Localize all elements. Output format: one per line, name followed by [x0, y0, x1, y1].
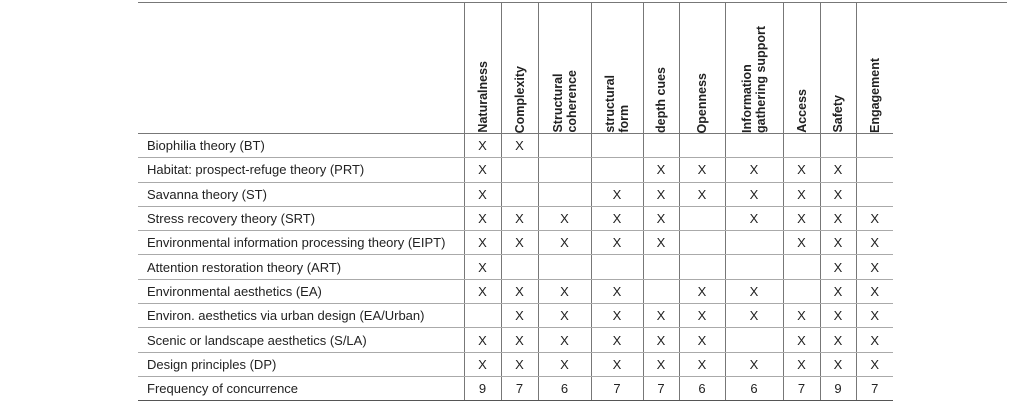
row-label: Environmental information processing theory (EIPT) [138, 231, 464, 255]
table-cell [725, 328, 783, 352]
table-cell: X [856, 304, 893, 328]
header-corner [138, 2, 464, 134]
column-header [725, 2, 783, 134]
table-cell [464, 304, 501, 328]
column-header-label: Naturalness [475, 61, 490, 133]
table-cell: X [820, 352, 856, 376]
table-cell: 9 [820, 376, 856, 400]
row-label: Stress recovery theory (SRT) [138, 206, 464, 230]
table-cell: X [856, 352, 893, 376]
table-row [138, 352, 893, 376]
table-cell: 7 [501, 376, 538, 400]
table-cell: 7 [856, 376, 893, 400]
table-cell: X [643, 328, 679, 352]
theory-attribute-table [138, 2, 893, 401]
table-cell: X [591, 279, 643, 303]
column-header [679, 2, 725, 134]
table-cell: 9 [464, 376, 501, 400]
table-cell: X [591, 304, 643, 328]
table-cell: X [501, 231, 538, 255]
table-cell: X [679, 304, 725, 328]
table-cell [501, 158, 538, 182]
table-cell: X [820, 304, 856, 328]
table-cell: X [725, 279, 783, 303]
column-header-label: depth cues [654, 67, 668, 133]
table-cell: X [501, 304, 538, 328]
column-header-label: structural form [603, 75, 631, 133]
table-cell: X [783, 328, 820, 352]
table-cell: X [820, 158, 856, 182]
column-header-label: Information gathering support [740, 26, 768, 133]
table-cell: X [820, 279, 856, 303]
column-header-label: Access [794, 89, 809, 133]
table-cell: X [464, 158, 501, 182]
table-cell [643, 255, 679, 279]
table-cell: X [501, 279, 538, 303]
table-cell [725, 134, 783, 158]
table-cell [725, 231, 783, 255]
table-cell: X [679, 328, 725, 352]
table-cell: 6 [538, 376, 591, 400]
table-row [138, 376, 893, 400]
table-cell: X [591, 206, 643, 230]
table-cell: X [856, 279, 893, 303]
table-cell: X [464, 352, 501, 376]
column-header [501, 2, 538, 134]
table-cell [856, 182, 893, 206]
table-row [138, 255, 893, 279]
table-cell: X [643, 158, 679, 182]
table-cell: X [538, 231, 591, 255]
table-cell [538, 134, 591, 158]
table-cell: X [679, 352, 725, 376]
table-cell [591, 158, 643, 182]
table-cell [679, 206, 725, 230]
column-header [783, 2, 820, 134]
table-cell: X [464, 328, 501, 352]
table-cell: X [591, 182, 643, 206]
table-cell: X [679, 279, 725, 303]
table-cell: X [501, 352, 538, 376]
table-cell: X [643, 304, 679, 328]
table-cell: X [464, 134, 501, 158]
table-cell [856, 134, 893, 158]
table-cell [783, 279, 820, 303]
table-body [138, 134, 893, 401]
column-header-label: Safety [831, 95, 845, 133]
table-cell: X [591, 352, 643, 376]
table-row [138, 182, 893, 206]
table-cell: X [643, 206, 679, 230]
table-cell: 6 [725, 376, 783, 400]
column-header-label: Structural coherence [550, 70, 579, 133]
table-cell: X [464, 255, 501, 279]
table-cell: X [538, 304, 591, 328]
table-cell: X [856, 255, 893, 279]
column-header [591, 2, 643, 134]
table-cell [679, 231, 725, 255]
table-row [138, 328, 893, 352]
row-label: Environ. aesthetics via urban design (EA/Urban) [138, 304, 464, 328]
table-cell: X [464, 182, 501, 206]
table-cell: X [783, 352, 820, 376]
table-cell: X [725, 182, 783, 206]
table-cell: X [464, 279, 501, 303]
table-cell: X [783, 182, 820, 206]
table-cell: X [679, 182, 725, 206]
table-cell: X [501, 206, 538, 230]
table-cell: X [501, 328, 538, 352]
table-cell: X [538, 352, 591, 376]
table-cell [679, 255, 725, 279]
table-cell: X [783, 231, 820, 255]
table-row [138, 158, 893, 182]
table-cell [856, 158, 893, 182]
table-cell [725, 255, 783, 279]
table-cell: 6 [679, 376, 725, 400]
column-header [856, 2, 893, 134]
table-cell: X [501, 134, 538, 158]
table-cell: X [820, 206, 856, 230]
table-cell: X [464, 231, 501, 255]
column-header-label: Complexity [512, 65, 527, 133]
table-cell: X [464, 206, 501, 230]
row-label: Environmental aesthetics (EA) [138, 279, 464, 303]
table-cell: X [538, 328, 591, 352]
table-cell [538, 255, 591, 279]
table-cell: X [725, 206, 783, 230]
table-cell [501, 182, 538, 206]
row-label: Design principles (DP) [138, 352, 464, 376]
table-cell: X [820, 231, 856, 255]
table-cell: X [820, 255, 856, 279]
table-row [138, 231, 893, 255]
column-header [538, 2, 591, 134]
row-label: Biophilia theory (BT) [138, 134, 464, 158]
header-row [138, 2, 893, 134]
table-cell: X [538, 206, 591, 230]
column-header [464, 2, 501, 134]
table-cell: X [783, 206, 820, 230]
table-cell [820, 134, 856, 158]
column-header-label: Openness [695, 72, 709, 133]
table-container [138, 2, 893, 401]
table-cell: X [725, 304, 783, 328]
table-cell: X [591, 231, 643, 255]
table-cell: X [820, 182, 856, 206]
table-row [138, 304, 893, 328]
column-header [820, 2, 856, 134]
table-row [138, 279, 893, 303]
table-cell [591, 134, 643, 158]
row-label: Scenic or landscape aesthetics (S/LA) [138, 328, 464, 352]
table-cell [783, 134, 820, 158]
table-cell: X [783, 158, 820, 182]
table-cell: X [591, 328, 643, 352]
table-cell: X [643, 352, 679, 376]
table-row [138, 206, 893, 230]
table-cell: X [538, 279, 591, 303]
table-cell: X [820, 328, 856, 352]
column-header-label: Engagement [867, 57, 882, 133]
table-cell: 7 [643, 376, 679, 400]
table-cell: X [856, 206, 893, 230]
table-cell: X [783, 304, 820, 328]
table-cell: X [643, 182, 679, 206]
table-cell: X [725, 352, 783, 376]
row-label: Habitat: prospect-refuge theory (PRT) [138, 158, 464, 182]
table-cell: X [725, 158, 783, 182]
table-cell [538, 182, 591, 206]
table-cell: X [856, 231, 893, 255]
table-cell: 7 [783, 376, 820, 400]
table-cell: X [679, 158, 725, 182]
table-cell [538, 158, 591, 182]
table-cell [643, 134, 679, 158]
row-label: Savanna theory (ST) [138, 182, 464, 206]
table-cell: 7 [591, 376, 643, 400]
table-cell [501, 255, 538, 279]
table-cell: X [643, 231, 679, 255]
table-row [138, 134, 893, 158]
table-cell: X [856, 328, 893, 352]
row-label: Frequency of concurrence [138, 376, 464, 400]
table-cell [783, 255, 820, 279]
column-header [643, 2, 679, 134]
table-cell [591, 255, 643, 279]
row-label: Attention restoration theory (ART) [138, 255, 464, 279]
table-cell [643, 279, 679, 303]
table-cell [679, 134, 725, 158]
